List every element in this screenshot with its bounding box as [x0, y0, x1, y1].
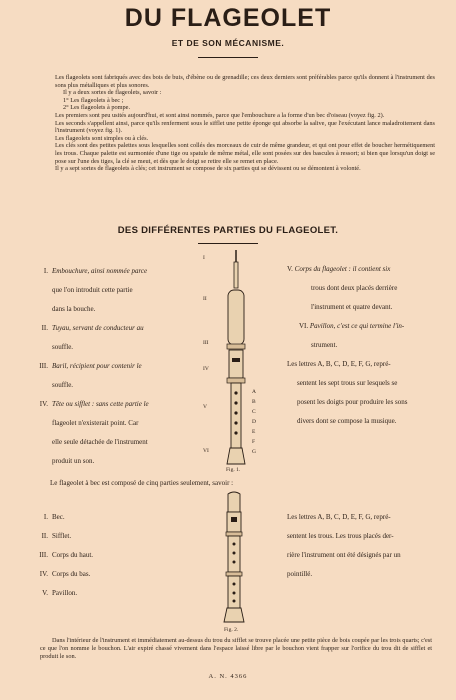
title-rule	[198, 57, 258, 58]
fig1-label-I: I	[203, 255, 205, 261]
letters-text-2: Les lettres A, B, C, D, E, F, G, repré- sentent les trous. Les trous placés der- rière l'instrument ont été désignés par un pointillé.	[287, 513, 401, 578]
fig1-letter-E: E	[252, 429, 256, 435]
flageolet-figure-2	[210, 490, 260, 630]
intro-paragraph: Les flageolets sont fabriqués avec des bois de buis, d'ébène ou de grenadille; ces deux derniers sont préférables parce qu'ils donnent à l'instrument des sons plus métalliques et plus sonores.	[55, 74, 435, 89]
parts-right-list: V. Corps du flageolet : il contient six trous dont deux placés derrière l'instrument et quatre devant. VI. Pavillon, c'est ce qui termine l'in- strument. Les lettres A, B, C, D, E, F, G, repré- sentent les sept trous sur lesquels se posent les doigts pour produire les sons divers dont se compose la musique.	[287, 260, 437, 431]
fig2-pavillon	[224, 608, 244, 622]
fig1-letter-G: G	[252, 449, 256, 455]
flageolet-figure-1	[208, 250, 270, 476]
fig1-label-IV: IV	[203, 366, 209, 372]
part2-item: I. Bec.	[43, 513, 65, 521]
intro-paragraph: Les premiers sont peu usités aujourd'hui, et sont ainsi nommés, parce que l'embouchure a la forme d'un bec d'oiseau (voyez fig. 2).	[55, 111, 385, 119]
fig1-letter-D: D	[252, 419, 256, 425]
section-title: DES DIFFÉRENTES PARTIES DU FLAGEOLET.	[117, 225, 339, 236]
intro-paragraph: Il y a deux sortes de flageolets, savoir :	[63, 89, 162, 97]
intro-paragraph: 1° Les flageolets à bec ;	[63, 96, 124, 104]
page-title: DU FLAGEOLET	[124, 4, 332, 32]
footer-paragraph: Dans l'intérieur de l'instrument et immédiatement au-dessus du trou du sifflet se trouve placée une petite pièce de bois coupée par les trois quarts; c'est ce que l'on nomme le bouchon. L'air expiré chassé vivement dans l'espace laissé libre par le bouchon vient frapper sur l'orifice du trou dit de sifflet et produit le son.	[40, 637, 432, 660]
part-item-pavillon: VI. Pavillon, c'est ce qui termine l'in-	[299, 322, 405, 330]
footer-text	[40, 637, 432, 660]
letters-text-1: Les lettres A, B, C, D, E, F, G, repré-	[287, 360, 391, 368]
page-reference: A. N. 4366	[208, 673, 248, 680]
part2-item: II. Sifflet.	[41, 532, 72, 540]
part-item-baril: III. Baril, récipient pour contenir le	[39, 362, 142, 370]
fig1-letter-F: F	[252, 439, 256, 445]
fig1-letter-C: C	[252, 409, 256, 415]
page-subtitle: ET DE SON MÉCANISME.	[171, 38, 285, 48]
sentence-bec: Le flageolet à bec est composé de cinq parties seulement, savoir :	[50, 479, 234, 487]
fig1-label-II: II	[203, 296, 207, 302]
parts2-list	[22, 508, 162, 603]
fig1-baril	[228, 290, 244, 345]
fig1-label-III: III	[203, 340, 209, 346]
intro-paragraph: Les flageolets sont simples ou à clés.	[55, 134, 149, 142]
intro-text	[55, 74, 435, 173]
part2-item: V. Pavillon.	[42, 589, 78, 597]
fig1-caption: Fig. 1.	[226, 467, 241, 473]
fig1-letter-B: B	[252, 399, 256, 405]
part-item-tuyau: II. Tuyau, servant de conducteur au	[41, 324, 144, 332]
fig1-label-V: V	[203, 404, 207, 410]
intro-paragraph: Les clés sont des petites palettes sous lesquelles sont collés des morceaux de cuir de même grandeur, et qui ont pour effet de boucher hermétiquement les trous. Chaque palette est surmontée d'une tige ou spatule de même métal, elle sont posées sur des bascules à ressort; si bien que lorsqu'un doigt se pose sur l'une des tiges, la clé se meut, et dès que le doigt se retire elle se remet en place.	[55, 142, 435, 165]
fig1-label-VI: VI	[203, 448, 209, 454]
part-item-tete: IV. Tête ou sifflet : sans cette partie le	[39, 400, 149, 408]
intro-paragraph: Il y a sept sortes de flageolets à clés; cet instrument se compose de six parties qui se dévissent ou se démontent à volonté.	[55, 165, 361, 173]
part-item-corps: V. Corps du flageolet : il contient six	[287, 265, 391, 273]
parts-left-list: I. Embouchure, ainsi nommée parce que l'on introduit cette partie dans la bouche. II. Tuyau, servant de conducteur au souffle. III. Baril, récipient pour contenir le souffle. IV. Tête ou sifflet : sans cette partie le flageolet n'existerait point. Car elle seule détachée de l'instrument produit un son.	[22, 262, 202, 471]
fig2-bec	[228, 492, 240, 512]
part2-item: III. Corps du haut.	[39, 551, 94, 559]
intro-paragraph: 2° Les flageolets à pompe.	[63, 104, 131, 112]
fig2-caption: Fig. 2.	[224, 627, 239, 633]
section-rule	[198, 243, 258, 244]
fig1-tete	[229, 350, 243, 378]
part-item-embouchure: I. Embouchure, ainsi nommée parce	[43, 267, 148, 275]
part2-item: IV. Corps du bas.	[39, 570, 91, 578]
fig1-pavillon	[227, 448, 245, 464]
intro-paragraph: Les seconds s'appellent ainsi, parce qu'ils renferment sous le sifflet une petite éponge qui absorbe la salive, que l'exécutant lance maladroitement dans l'instrument (voyez fig. 1).	[55, 119, 435, 135]
fig1-letter-A: A	[252, 389, 256, 395]
